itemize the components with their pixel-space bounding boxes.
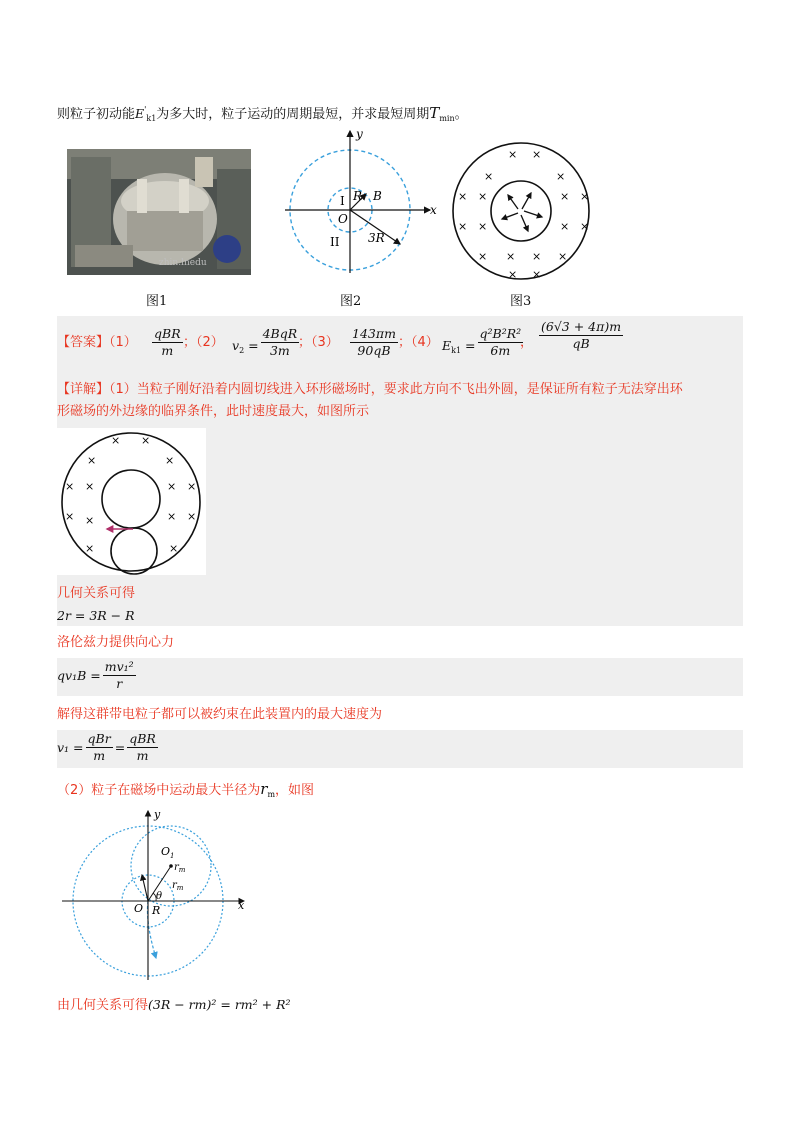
final-equation: (3R − rm)² = rm² + R²: [148, 997, 291, 1012]
svg-text:×: ×: [65, 480, 75, 493]
svg-text:×: ×: [167, 510, 177, 523]
fig2-origin-label: O: [338, 212, 348, 226]
svg-text:×: ×: [85, 480, 95, 493]
question-middle: 为多大时，粒子运动的周期最短，并求最短周期: [156, 107, 430, 122]
svg-text:×: ×: [85, 542, 95, 555]
svg-text:×: ×: [532, 148, 542, 161]
fig3-velocity-arrows: [502, 193, 542, 231]
svg-text:×: ×: [508, 148, 518, 161]
svg-text:×: ×: [167, 480, 177, 493]
eq2-band: [57, 658, 743, 696]
answer-label: 【答案】: [57, 335, 110, 350]
figure-4-box: [57, 428, 206, 575]
ek-symbol: $E'_{k1}$: [135, 105, 157, 123]
fig2-y-label: y: [356, 128, 363, 141]
question-line: 则粒子初动能$E'_{k1}$为多大时，粒子运动的周期最短，并求最短周期$T_{min}$。: [57, 104, 468, 123]
answer-4b: $\frac{(6√3 + 4\pi)m}{qB}$: [541, 319, 622, 351]
fig2-x-label: x: [430, 203, 437, 217]
svg-text:×: ×: [532, 268, 542, 281]
tmin-symbol: $T_{min}$: [429, 104, 455, 123]
detail-line-1: 【详解】（1）当粒子刚好沿着内圆切线进入环形磁场时，要求此方向不飞出外圆，是保证所有粒子无法穿出环: [57, 382, 683, 397]
svg-text:×: ×: [580, 190, 590, 203]
fig3-inner-circle: [491, 181, 551, 241]
svg-text:×: ×: [560, 220, 570, 233]
equation-1: 2r = 3R − R: [57, 608, 135, 623]
fig5-theta-label: θ: [156, 891, 163, 902]
lorentz-text: 洛伦兹力提供向心力: [57, 635, 175, 650]
svg-text:×: ×: [508, 268, 518, 281]
final-line: [57, 996, 291, 1015]
svg-text:×: ×: [478, 250, 488, 263]
fig2-r-label: R: [353, 189, 363, 203]
answer-p2: ；（2）: [183, 335, 224, 350]
answer-3: $\frac{143\pi m}{90qB}$: [352, 326, 396, 358]
photo-watermark: zhin.lnedu: [159, 258, 207, 268]
fig3-crosses: [458, 148, 589, 281]
svg-text:×: ×: [478, 190, 488, 203]
answer-2: $v_2$ = $\frac{\text{4BqR}}{3m}$: [232, 326, 298, 358]
svg-text:×: ×: [187, 510, 197, 523]
svg-text:×: ×: [169, 542, 179, 555]
svg-text:×: ×: [187, 480, 197, 493]
figure-4-diagram: [57, 428, 206, 575]
detail-line-2: 形磁场的外边缘的临界条件，此时速度最大，如图所示: [57, 404, 370, 419]
svg-text:×: ×: [478, 220, 488, 233]
final-text: 由几何关系可得: [57, 998, 149, 1013]
geometry-text: 几何关系可得: [57, 586, 136, 601]
svg-text:×: ×: [558, 250, 568, 263]
svg-text:×: ×: [111, 434, 121, 447]
answer-comma: ，: [520, 335, 534, 350]
question-prefix: 则粒子初动能: [57, 107, 136, 122]
svg-text:×: ×: [141, 434, 151, 447]
detail-label: 【详解】: [57, 382, 110, 397]
svg-text:×: ×: [458, 220, 468, 233]
eq3-band: [57, 730, 743, 768]
fig2-caption: 图2: [340, 294, 362, 309]
answer-4: $E_{k1}$ = $\frac{\text{q²B²R²}}{6m}$: [442, 326, 522, 358]
fig5-rm-label-2: $r_m$: [172, 880, 184, 892]
svg-text:×: ×: [484, 170, 494, 183]
fig5-y-label: y: [154, 808, 161, 821]
svg-text:×: ×: [580, 220, 590, 233]
svg-text:×: ×: [85, 514, 95, 527]
answer-line: 【答案】（1）: [57, 335, 137, 350]
figure-3-diagram: [448, 137, 598, 287]
fig5-r-label: R: [152, 904, 161, 917]
figure-2-diagram: [280, 128, 440, 278]
answer-1: $\frac{\text{qBR}}{m}$: [154, 326, 181, 358]
svg-text:×: ×: [506, 250, 516, 263]
equation-3: v₁ = $\frac{\text{qBr}}{m}$ = $\frac{\text{qBR}}{m}$: [57, 731, 156, 763]
fig5-rm-label-1: $r_m$: [174, 862, 186, 874]
figure-5-diagram: [60, 808, 250, 986]
fig3-outer-circle: [453, 143, 589, 279]
fig5-x-label: x: [238, 899, 245, 912]
svg-text:×: ×: [65, 510, 75, 523]
answer-p3: ；（3）: [298, 335, 339, 350]
svg-text:×: ×: [87, 454, 97, 467]
answer-p4: ；（4）: [398, 335, 439, 350]
svg-text:×: ×: [458, 190, 468, 203]
fig2-3r-label: 3R: [368, 231, 385, 245]
fig2-b-label: B: [373, 189, 382, 203]
svg-text:×: ×: [560, 190, 570, 203]
fig2-region-two: II: [330, 235, 340, 249]
fig5-origin-label: O: [134, 902, 144, 915]
fig5-o1-label: $O_1$: [161, 845, 175, 860]
fig1-caption: 图1: [146, 294, 168, 309]
svg-text:×: ×: [165, 454, 175, 467]
svg-text:×: ×: [532, 250, 542, 263]
equation-2: qv₁B = $\frac{\text{mv₁²}}{r}$: [57, 659, 134, 691]
fig2-region-one: I: [340, 194, 345, 208]
solve-text: 解得这群带电粒子都可以被约束在此装置内的最大速度为: [57, 707, 383, 722]
part2-line: （2）粒子在磁场中运动最大半径为$r_m$，如图: [57, 780, 315, 799]
fig3-caption: 图3: [510, 294, 532, 309]
tokamak-photo-art: [67, 149, 251, 275]
tokamak-photo: [67, 149, 251, 275]
svg-text:×: ×: [556, 170, 566, 183]
